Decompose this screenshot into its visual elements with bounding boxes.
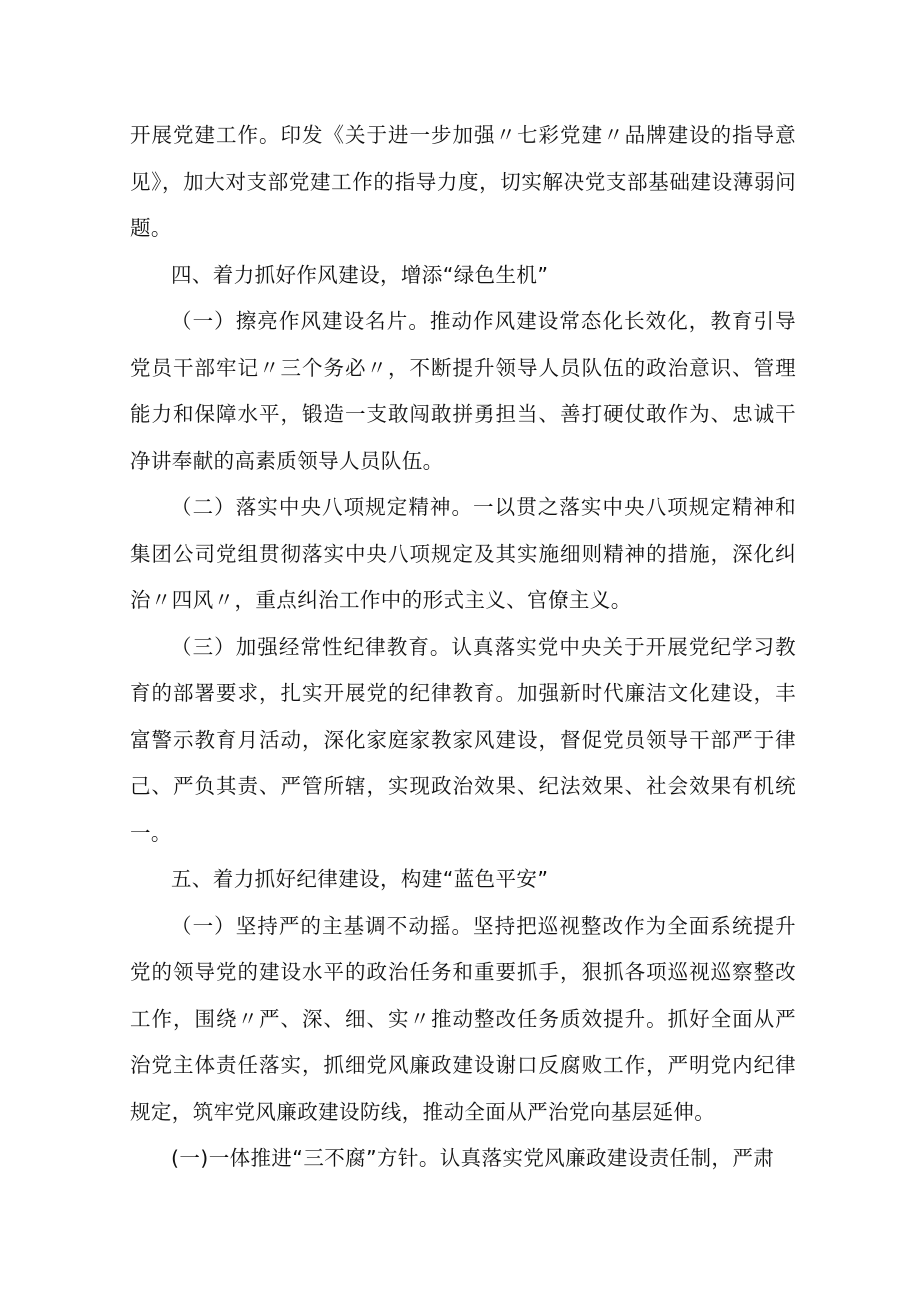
paragraph-discipline-education: （三）加强经常性纪律教育。认真落实党中央关于开展党纪学习教育的部署要求，扎实开展党的纪律教育。加强新时代廉洁文化建设，丰富警示教育月活动，深化家庭家教家风建设，督促党员领导干部严于律己、严负其责、严管所辖，实现政治效果、纪法效果、社会效果有机统一。 xyxy=(130,634,796,845)
paragraph-strict-tone: （一）坚持严的主基调不动摇。坚持把巡视整改作为全面系统提升党的领导党的建设水平的政治任务和重要抓手，狠抓各项巡视巡察整改工作，围绕〃严、深、细、实〃推动整改任务质效提升。抓好全面从严治党主体责任落实，抓细党风廉政建设谢口反腐败工作，严明党内纪律规定，筑牢党风廉政建设防线，推动全面从严治党向基层延伸。 xyxy=(130,913,796,1124)
paragraph-three-no-corruption: (一)一体推进“三不腐”方针。认真落实党风廉政建设责任制，严肃 xyxy=(171,1146,775,1170)
document-body xyxy=(130,112,796,1182)
paragraph-style-nameplate: （一）擦亮作风建设名片。推动作风建设常态化长效化，教育引导党员干部牢记〃三个务必〃，不断提升领导人员队伍的政治意识、管理能力和保障水平，锻造一支敢闯敢拼勇担当、善打硬仗敢作为、忠诚干净讲奉献的高素质领导人员队伍。 xyxy=(130,309,796,473)
section-heading-five: 五、着力抓好纪律建设，构建“蓝色平安” xyxy=(171,867,549,891)
paragraph-continuation: 开展党建工作。印发《关于进一步加强〃七彩党建〃品牌建设的指导意见》，加大对支部党建工作的指导力度，切实解决党支部基础建设薄弱问题。 xyxy=(130,123,796,240)
paragraph-eight-rules: （二）落实中央八项规定精神。一以贯之落实中央八项规定精神和集团公司党组贯彻落实中央八项规定及其实施细则精神的措施，深化纠治〃四风〃，重点纠治工作中的形式主义、官僚主义。 xyxy=(130,495,796,612)
section-heading-four: 四、着力抓好作风建设，增添“绿色生机” xyxy=(171,262,549,287)
